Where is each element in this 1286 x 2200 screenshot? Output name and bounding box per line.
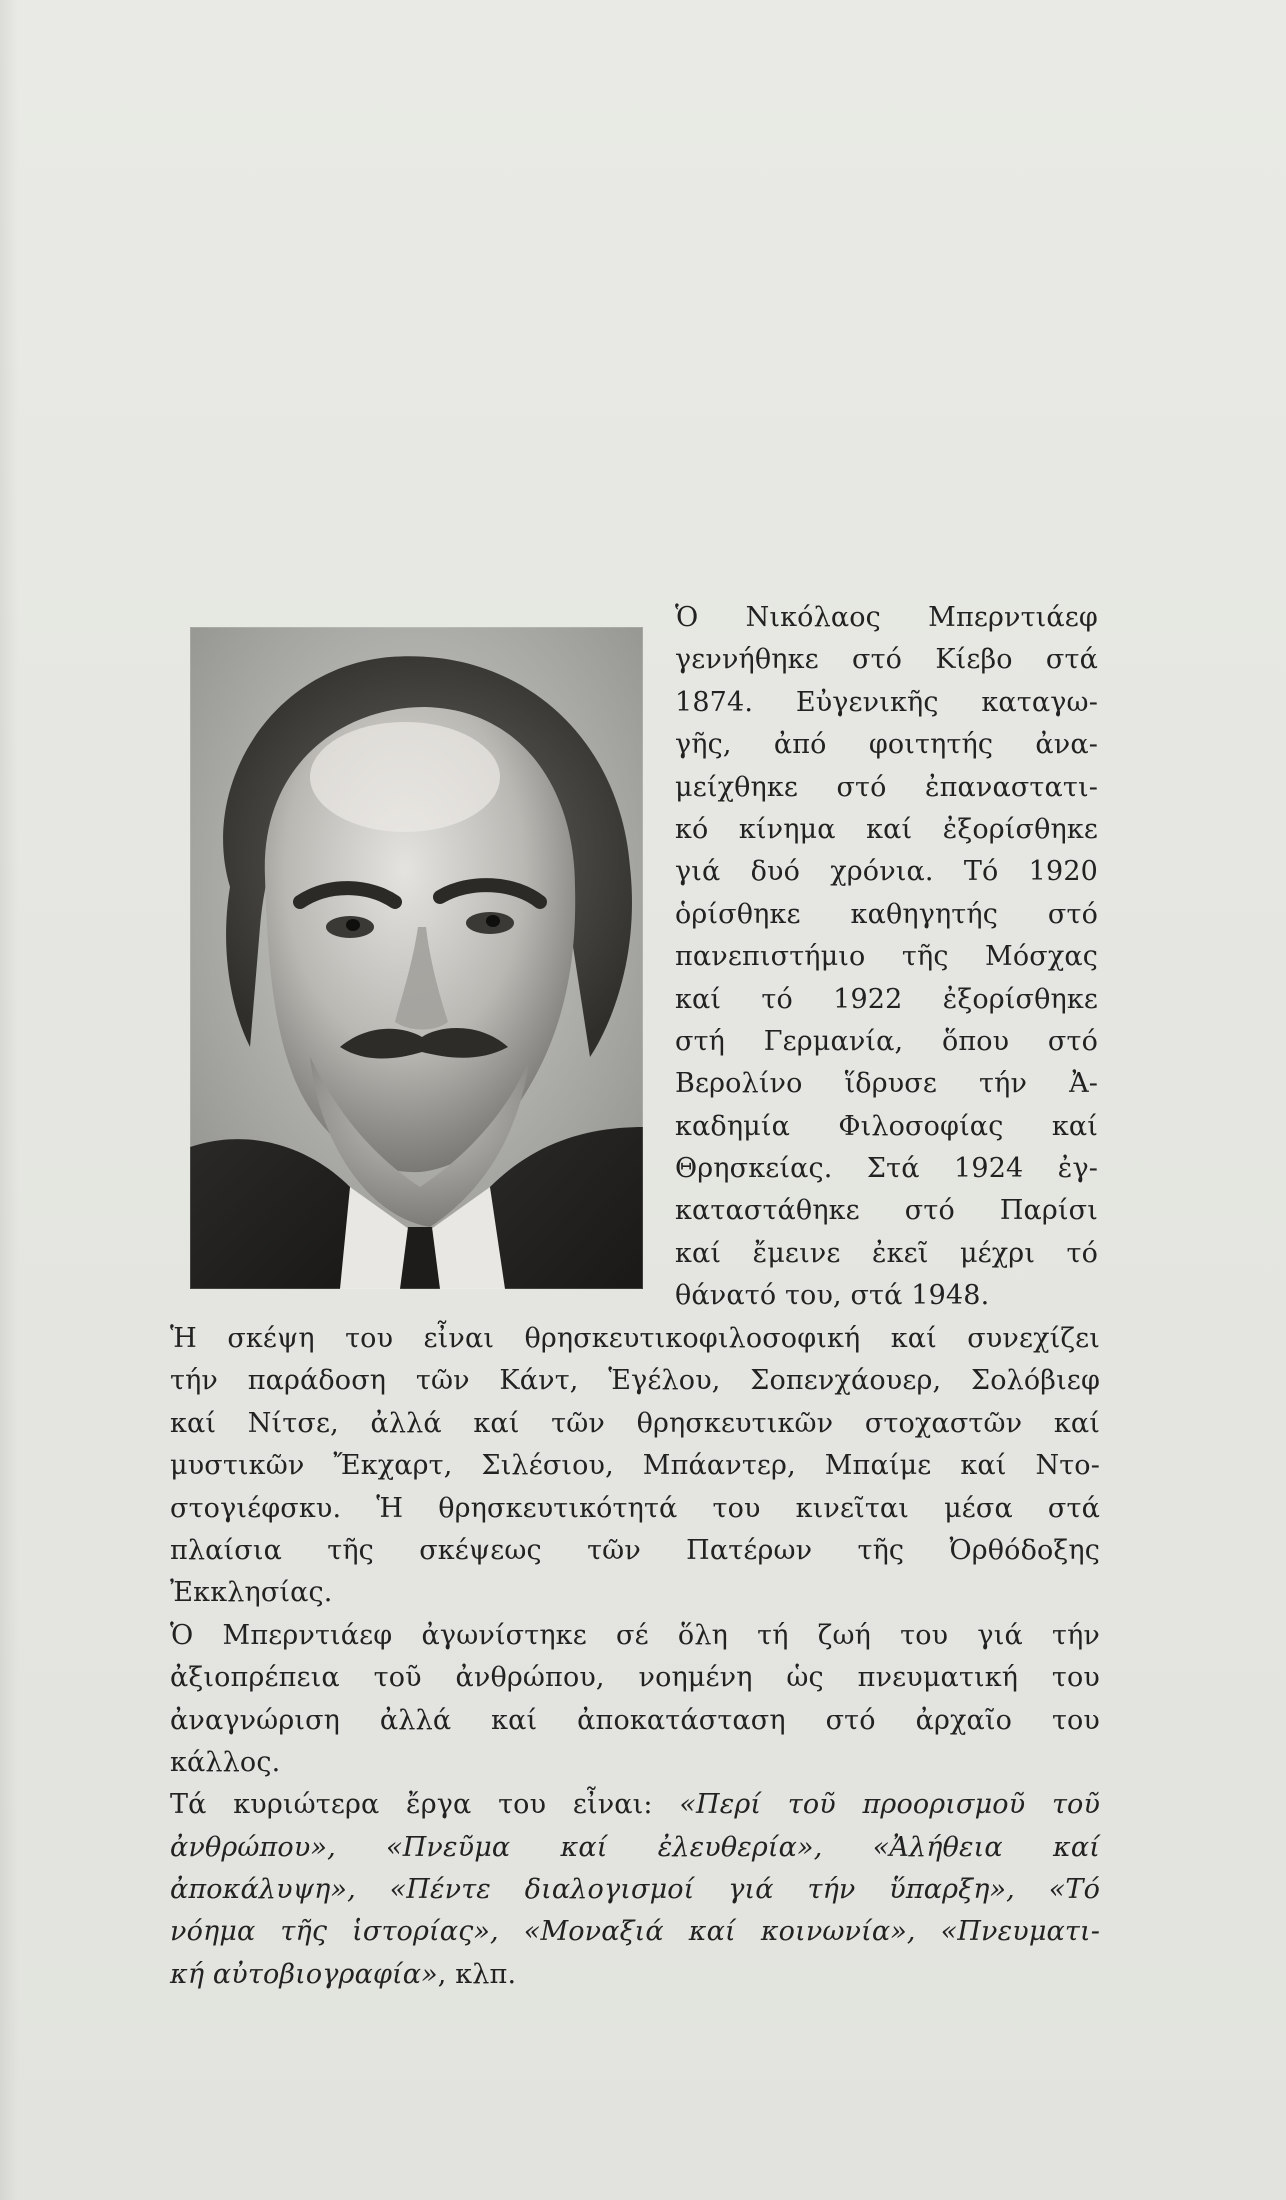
bio-line: κό κίνημα καί ἐξορίσθηκε [675,813,1098,845]
bio-line: θάνατό του, στά 1948. [675,1280,990,1312]
paragraph-line: τήν παράδοση τῶν Κάντ, Ἑγέλου, Σοπενχάουερ, Σολόβιεφ [170,1365,1100,1397]
bio-line: ὁρίσθηκε καθηγητής στό [675,898,1098,930]
works-tail: , κλπ. [437,1958,517,1990]
bio-line: στή Γερμανία, ὅπου στό [675,1025,1098,1057]
paragraph-line: ἀναγνώριση ἀλλά καί ἀποκατάσταση στό ἀρχαῖο του [170,1704,1100,1736]
paragraph-line: κάλλος. [170,1746,281,1778]
biography-intro [675,597,1098,1318]
paragraph-struggle [170,1615,1100,1785]
paragraph-line [170,1869,1100,1911]
work-title: κή αὐτοβιογραφία» [170,1958,438,1990]
paragraph-line: καί Νίτσε, ἀλλά καί τῶν θρησκευτικῶν στοχαστῶν καί [170,1407,1100,1439]
work-titles: ἀνθρώπου», «Πνεῦμα καί ἐλευθερία», «Ἀλήθεια καί [170,1831,1100,1863]
paragraph-line: Ὁ Μπερντιάεφ ἀγωνίστηκε σέ ὅλη τή ζωή του γιά τήν [170,1619,1100,1651]
portrait-photo [190,627,643,1289]
page-edge-shadow [0,0,18,2200]
bio-line: 1874. Εὐγενικῆς καταγω- [675,686,1098,718]
bio-line: Ὁ Νικόλαος Μπερντιάεφ [675,602,1098,633]
paragraph-line: πλαίσια τῆς σκέψεως τῶν Πατέρων τῆς Ὀρθόδοξης [170,1534,1100,1566]
works-intro: Τά κυριώτερα ἔργα του εἶναι: [170,1789,680,1821]
bio-line: γιά δυό χρόνια. Τό 1920 [675,856,1098,888]
bio-line: καί ἔμεινε ἐκεῖ μέχρι τό [675,1237,1098,1269]
paragraph-line [170,1911,1100,1953]
bio-line: καί τό 1922 ἐξορίσθηκε [675,983,1098,1015]
paragraph-line: ἀξιοπρέπεια τοῦ ἀνθρώπου, νοημένη ὡς πνευματική του [170,1662,1100,1694]
work-titles: νόημα τῆς ἱστορίας», «Μοναξιά καί κοινωνία», «Πνευματι- [170,1916,1100,1948]
work-titles: ἀποκάλυψη», «Πέντε διαλογισμοί γιά τήν ὕπαρξη», «Τό [170,1874,1100,1906]
author-portrait [190,627,643,1289]
bio-line: πανεπιστήμιο τῆς Μόσχας [675,941,1098,973]
paragraph-works [170,1784,1100,1996]
paragraph-thought [170,1318,1100,1615]
paragraph-line: Ἐκκλησίας. [170,1577,333,1609]
bio-line: καδημία Φιλοσοφίας καί [675,1110,1098,1142]
paragraph-line: Ἡ σκέψη του εἶναι θρησκευτικοφιλοσοφική καί συνεχίζει [170,1323,1100,1354]
bio-line: Θρησκείας. Στά 1924 ἐγ- [675,1153,1098,1185]
paragraph-line: μυστικῶν Ἔκχαρτ, Σιλέσιου, Μπάαντερ, Μπαίμε καί Ντο- [170,1450,1100,1482]
paragraph-line [170,1954,1100,1996]
paragraph-line [170,1827,1100,1869]
bio-line: καταστάθηκε στό Παρίσι [675,1195,1098,1227]
bio-line: γῆς, ἀπό φοιτητής ἀνα- [675,729,1098,761]
bio-line: γεννήθηκε στό Κίεβο στά [675,644,1098,676]
bio-line: μείχθηκε στό ἐπαναστατι- [675,771,1098,803]
paragraph-line [170,1784,1100,1826]
paragraph-line: στογιέφσκυ. Ἡ θρησκευτικότητά του κινεῖται μέσα στά [170,1492,1100,1524]
biography-body [170,1318,1100,1996]
bio-line: Βερολίνο ἵδρυσε τήν Ἀ- [675,1068,1098,1100]
work-title: «Περί τοῦ προορισμοῦ τοῦ [679,1789,1101,1821]
